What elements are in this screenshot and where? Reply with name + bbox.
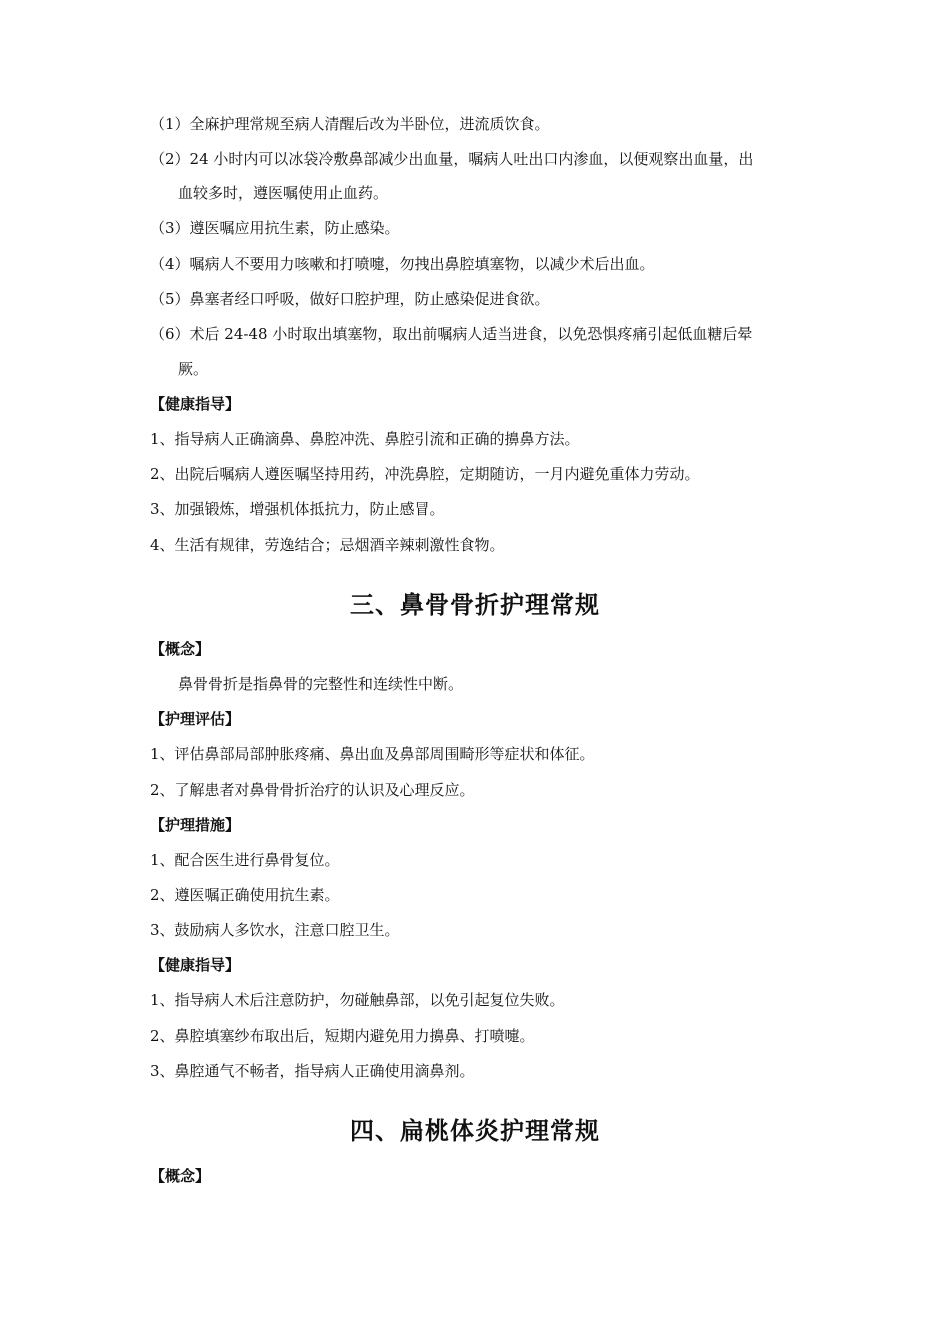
- care-item-1: （1）全麻护理常规至病人清醒后改为半卧位，进流质饮食。: [150, 115, 550, 133]
- care-item-2-continued: 血较多时，遵医嘱使用止血药。: [178, 184, 389, 202]
- health-item-2-section3: 2、鼻腔填塞纱布取出后，短期内避免用力擤鼻、打喷嚏。: [150, 1027, 535, 1045]
- health-guidance-heading-2: 【健康指导】: [150, 956, 241, 974]
- measures-item-2: 2、遵医嘱正确使用抗生素。: [150, 886, 340, 904]
- care-item-6-continued: 厥。: [178, 360, 209, 378]
- section-title-nasal-fracture: 三、鼻骨骨折护理常规: [350, 591, 600, 619]
- measures-item-3: 3、鼓励病人多饮水，注意口腔卫生。: [150, 921, 400, 939]
- health-item-3-section3: 3、鼻腔通气不畅者，指导病人正确使用滴鼻剂。: [150, 1062, 475, 1080]
- care-item-3: （3）遵医嘱应用抗生素，防止感染。: [150, 219, 400, 237]
- health-item-4: 4、生活有规律，劳逸结合；忌烟酒辛辣刺激性食物。: [150, 536, 505, 554]
- health-item-1: 1、指导病人正确滴鼻、鼻腔冲洗、鼻腔引流和正确的擤鼻方法。: [150, 430, 580, 448]
- health-guidance-heading: 【健康指导】: [150, 395, 241, 413]
- care-item-5: （5）鼻塞者经口呼吸，做好口腔护理，防止感染促进食欲。: [150, 290, 550, 308]
- assessment-item-1: 1、评估鼻部局部肿胀疼痛、鼻出血及鼻部周围畸形等症状和体征。: [150, 745, 595, 763]
- concept-heading-section4: 【概念】: [150, 1167, 211, 1185]
- care-item-6: （6）术后 24-48 小时取出填塞物，取出前嘱病人适当进食，以免恐惧疼痛引起低血糖后晕: [150, 325, 753, 343]
- health-item-3: 3、加强锻炼，增强机体抵抗力，防止感冒。: [150, 500, 445, 518]
- measures-heading: 【护理措施】: [150, 816, 241, 834]
- section-title-tonsillitis: 四、扁桃体炎护理常规: [350, 1117, 600, 1145]
- assessment-heading: 【护理评估】: [150, 710, 241, 728]
- assessment-item-2: 2、了解患者对鼻骨骨折治疗的认识及心理反应。: [150, 781, 475, 799]
- concept-text: 鼻骨骨折是指鼻骨的完整性和连续性中断。: [178, 675, 464, 693]
- health-item-1-section3: 1、指导病人术后注意防护，勿碰触鼻部，以免引起复位失败。: [150, 991, 565, 1009]
- concept-heading: 【概念】: [150, 640, 211, 658]
- care-item-4: （4）嘱病人不要用力咳嗽和打喷嚏，勿拽出鼻腔填塞物，以减少术后出血。: [150, 255, 655, 273]
- care-item-2: （2）24 小时内可以冰袋冷敷鼻部减少出血量，嘱病人吐出口内渗血，以便观察出血量，出: [150, 150, 754, 168]
- measures-item-1: 1、配合医生进行鼻骨复位。: [150, 851, 340, 869]
- health-item-2: 2、出院后嘱病人遵医嘱坚持用药，冲洗鼻腔，定期随访，一月内避免重体力劳动。: [150, 465, 700, 483]
